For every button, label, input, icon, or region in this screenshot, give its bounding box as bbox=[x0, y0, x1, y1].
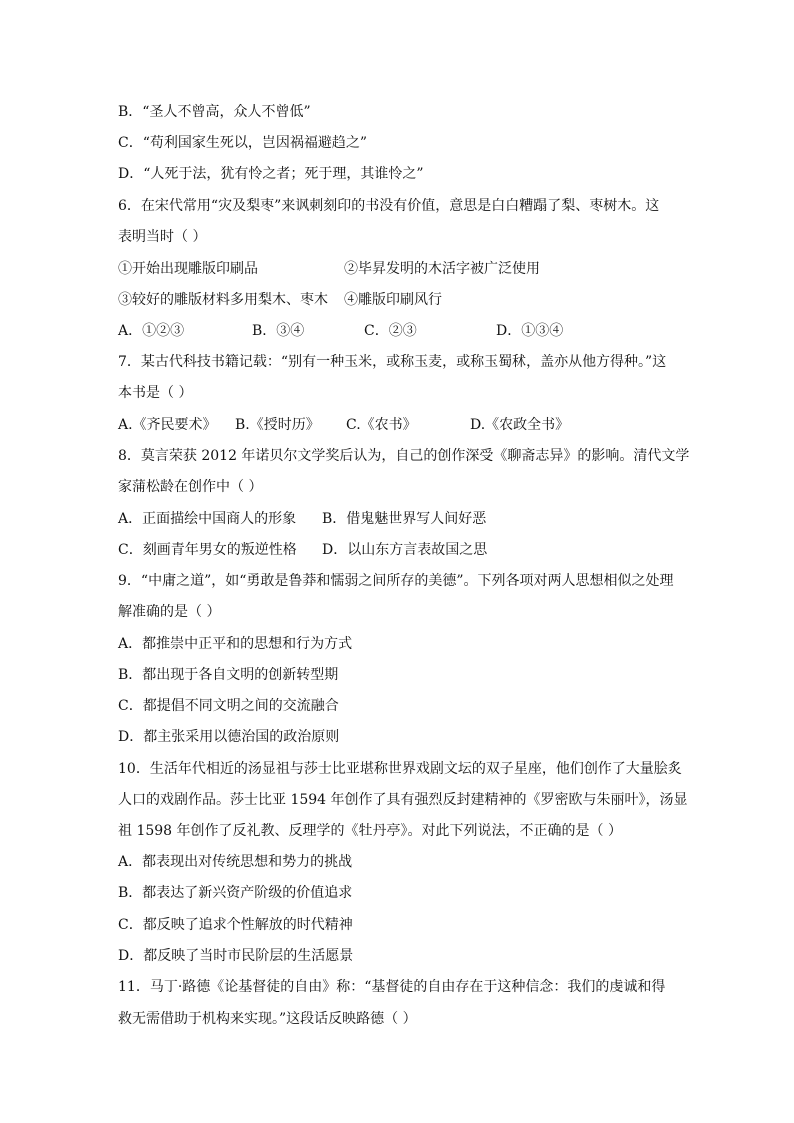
q8-option-d: D．以山东方言表故国之思 bbox=[322, 542, 488, 558]
q6-option-a: A．①②③ bbox=[118, 323, 185, 339]
q10-stem-line-2: 人口的戏剧作品。莎士比亚 1594 年创作了具有强烈反封建精神的《罗密欧与朱丽叶》，汤显 bbox=[118, 792, 688, 808]
q10-option-a: A．都表现出对传统思想和势力的挑战 bbox=[118, 854, 353, 870]
q9-option-d: D．都主张采用以德治国的政治原则 bbox=[118, 729, 340, 745]
q6-stem-line-2: 表明当时（ ） bbox=[118, 229, 207, 245]
q6-option-d: D．①③④ bbox=[496, 323, 564, 339]
q7-option-a: A.《齐民要术》 bbox=[118, 417, 217, 433]
q6-item-1: ①开始出现雕版印刷品 bbox=[118, 261, 258, 277]
q10-stem-line-3: 祖 1598 年创作了反礼教、反理学的《牡丹亭》。对此下列说法，不正确的是（ ） bbox=[118, 823, 622, 839]
q8-stem-line-2: 家蒲松龄在创作中（ ） bbox=[118, 479, 263, 495]
q9-option-c: C．都提倡不同文明之间的交流融合 bbox=[118, 698, 339, 714]
q11-stem-line-1: 11．马丁·路德《论基督徒的自由》称：“基督徒的自由存在于这种信念：我们的虔诚和得 bbox=[118, 979, 666, 995]
q6-item-2: ②毕昇发明的木活字被广泛使用 bbox=[344, 261, 540, 277]
q6-item-3: ③较好的雕版材料多用梨木、枣木 bbox=[118, 292, 328, 308]
q11-stem-line-2: 救无需借助于机构来实现。”这段话反映路德（ ） bbox=[118, 1011, 417, 1027]
q9-option-a: A．都推崇中正平和的思想和行为方式 bbox=[118, 636, 353, 652]
q10-option-b: B．都表达了新兴资产阶级的价值追求 bbox=[118, 885, 353, 901]
q7-stem-line-1: 7．某古代科技书籍记载：“别有一种玉米，或称玉麦，或称玉蜀秫，盖亦从他方得种。”这 bbox=[118, 354, 667, 370]
q7-option-d: D.《农政全书》 bbox=[470, 417, 570, 433]
q8-option-c: C．刻画青年男女的叛逆性格 bbox=[118, 542, 297, 558]
q8-option-b: B．借鬼魅世界写人间好恶 bbox=[322, 511, 487, 527]
q9-option-b: B．都出现于各自文明的创新转型期 bbox=[118, 667, 339, 683]
q9-stem-line-1: 9．“中庸之道”，如“勇敢是鲁莽和懦弱之间所存的美德”。下列各项对两人思想相似之处理 bbox=[118, 573, 674, 589]
q7-option-c: C.《农书》 bbox=[346, 417, 417, 433]
q5-option-b: B．“圣人不曾高，众人不曾低” bbox=[118, 104, 311, 120]
q6-item-4: ④雕版印刷风行 bbox=[344, 292, 442, 308]
q5-option-d: D．“人死于法，犹有怜之者；死于理，其谁怜之” bbox=[118, 166, 424, 182]
q8-stem-line-1: 8．莫言荣获 2012 年诺贝尔文学奖后认为，自己的创作深受《聊斋志异》的影响。清代文学 bbox=[118, 448, 690, 464]
q10-option-d: D．都反映了当时市民阶层的生活愿景 bbox=[118, 948, 354, 964]
q10-stem-line-1: 10．生活年代相近的汤显祖与莎士比亚堪称世界戏剧文坛的双子星座，他们创作了大量脍炙 bbox=[118, 761, 682, 777]
q6-option-b: B．③④ bbox=[252, 323, 305, 339]
q6-stem-line-1: 6．在宋代常用“灾及梨枣”来讽刺刻印的书没有价值，意思是白白糟蹋了梨、枣树木。这 bbox=[118, 198, 660, 214]
q6-option-c: C．②③ bbox=[364, 323, 417, 339]
q10-option-c: C．都反映了追求个性解放的时代精神 bbox=[118, 917, 353, 933]
q8-option-a: A．正面描绘中国商人的形象 bbox=[118, 511, 297, 527]
q5-option-c: C．“苟利国家生死以，岂因祸福避趋之” bbox=[118, 135, 368, 151]
q7-stem-line-2: 本书是（ ） bbox=[118, 385, 193, 401]
q9-stem-line-2: 解准确的是（ ） bbox=[118, 604, 221, 620]
q7-option-b: B.《授时历》 bbox=[235, 417, 320, 433]
